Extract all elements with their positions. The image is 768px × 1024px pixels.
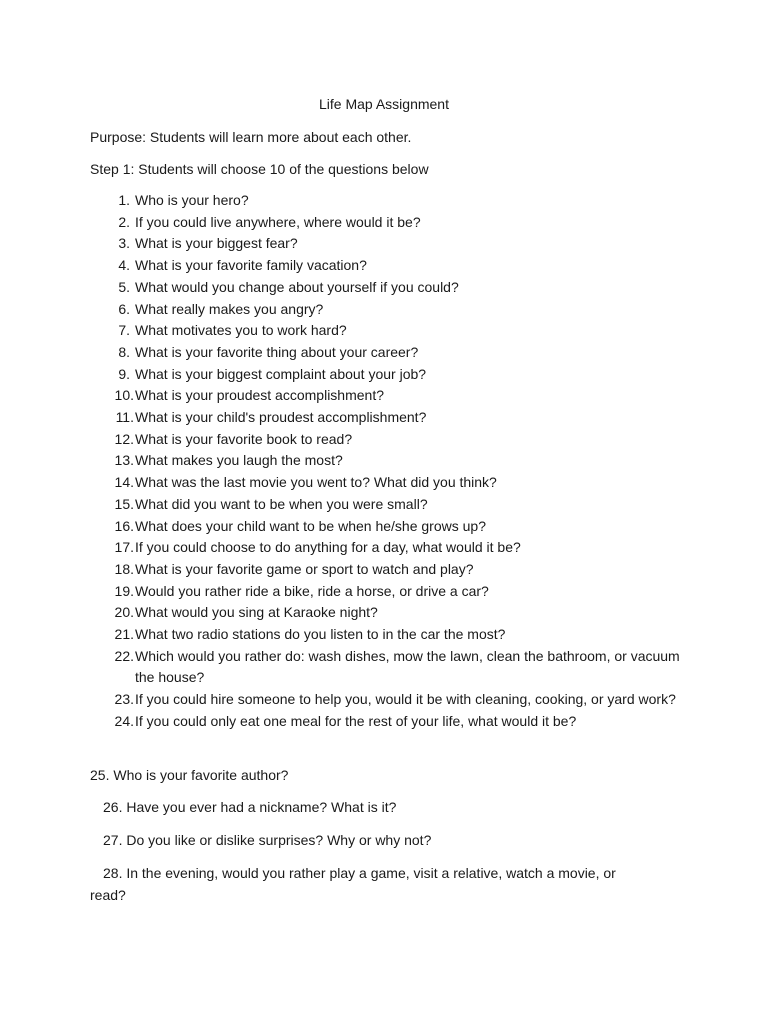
list-item-number: 18. [114, 560, 134, 577]
question-28 [0, 863, 690, 906]
question-26: 26. Have you ever had a nickname? What is it? [103, 799, 397, 815]
list-item [0, 385, 768, 407]
list-item-number: 15. [114, 495, 134, 512]
question-28-line-1: 28. In the evening, would you rather play a game, visit a relative, watch a movie, or [103, 865, 616, 881]
list-item [0, 212, 768, 234]
list-item [0, 429, 768, 451]
list-item-number: 14. [114, 474, 134, 491]
list-item-number: 5. [118, 278, 130, 295]
list-item-text: What is your proudest accomplishment? [135, 387, 384, 404]
question-25: 25. Who is your favorite author? [90, 767, 289, 783]
list-item [0, 299, 768, 321]
list-item-number: 17. [114, 539, 134, 556]
list-item [0, 320, 768, 342]
list-item [0, 537, 768, 559]
document-title: Life Map Assignment [319, 96, 449, 112]
list-item-number: 24. [114, 712, 134, 729]
list-item-text: What two radio stations do you listen to in the car the most? [135, 626, 506, 643]
list-item-number: 10. [114, 387, 134, 404]
list-item-text: What would you sing at Karaoke night? [135, 604, 378, 621]
list-item-text: What was the last movie you went to? What did you think? [135, 474, 497, 491]
list-item-text: What would you change about yourself if you could? [135, 278, 459, 295]
list-item-text: What is your favorite book to read? [135, 430, 353, 447]
list-item-text: Who is your hero? [135, 192, 249, 208]
list-item-number: 20. [114, 604, 134, 621]
list-item [0, 646, 768, 689]
list-item-number: 13. [114, 452, 134, 469]
list-item [0, 624, 768, 646]
list-item [0, 472, 768, 494]
purpose-statement: Purpose: Students will learn more about each other. [90, 129, 412, 145]
list-item-text: What really makes you angry? [135, 300, 324, 317]
list-item-text: If you could hire someone to help you, would it be with cleaning, cooking, or yard work? [135, 691, 676, 708]
list-item [0, 233, 768, 255]
list-item [0, 559, 768, 581]
list-item-number: 4. [118, 257, 130, 274]
list-item-text: Which would you rather do: wash dishes, mow the lawn, clean the bathroom, or vacuum the house? [135, 647, 680, 686]
question-list [0, 190, 768, 733]
list-item-number: 6. [118, 300, 130, 317]
list-item [0, 711, 768, 733]
list-item [0, 190, 768, 212]
list-item [0, 364, 768, 386]
list-item-number: 7. [118, 322, 130, 339]
list-item-number: 22. [114, 647, 134, 664]
list-item-number: 16. [114, 517, 134, 534]
list-item-text: What is your favorite game or sport to watch and play? [135, 560, 474, 577]
list-item-text: What makes you laugh the most? [135, 452, 343, 469]
list-item-number: 8. [118, 343, 130, 360]
list-item-number: 11. [115, 409, 134, 426]
list-item-text: What does your child want to be when he/she grows up? [135, 517, 486, 534]
list-item [0, 342, 768, 364]
question-27: 27. Do you like or dislike surprises? Why or why not? [103, 832, 432, 848]
step-1-instruction: Step 1: Students will choose 10 of the questions below [90, 161, 429, 177]
list-item-text: If you could choose to do anything for a day, what would it be? [135, 539, 521, 556]
list-item-text: If you could only eat one meal for the rest of your life, what would it be? [135, 712, 577, 729]
list-item [0, 581, 768, 603]
list-item-number: 2. [118, 213, 130, 230]
list-item-text: What is your favorite thing about your career? [135, 343, 419, 360]
list-item-number: 19. [114, 582, 134, 599]
list-item [0, 602, 768, 624]
list-item-text: What is your biggest fear? [135, 235, 298, 252]
list-item-text: What did you want to be when you were small? [135, 495, 428, 512]
list-item-text: Would you rather ride a bike, ride a horse, or drive a car? [135, 582, 489, 599]
list-item-number: 3. [118, 235, 130, 252]
question-28-line-2: read? [90, 886, 126, 903]
list-item-number: 21. [114, 626, 134, 643]
list-item [0, 689, 768, 711]
list-item [0, 450, 768, 472]
list-item-text: What is your biggest complaint about your job? [135, 365, 427, 382]
list-item-text: What is your favorite family vacation? [135, 257, 367, 274]
list-item-text: What motivates you to work hard? [135, 322, 347, 339]
list-item [0, 407, 768, 429]
list-item [0, 255, 768, 277]
list-item-number: 9. [118, 365, 130, 382]
list-item [0, 494, 768, 516]
list-item-text: What is your child's proudest accomplishment? [135, 409, 427, 426]
list-item [0, 277, 768, 299]
list-item-number: 1. [118, 192, 130, 208]
list-item [0, 516, 768, 538]
list-item-text: If you could live anywhere, where would it be? [135, 213, 421, 230]
list-item-number: 12. [114, 430, 134, 447]
list-item-number: 23. [114, 691, 134, 708]
